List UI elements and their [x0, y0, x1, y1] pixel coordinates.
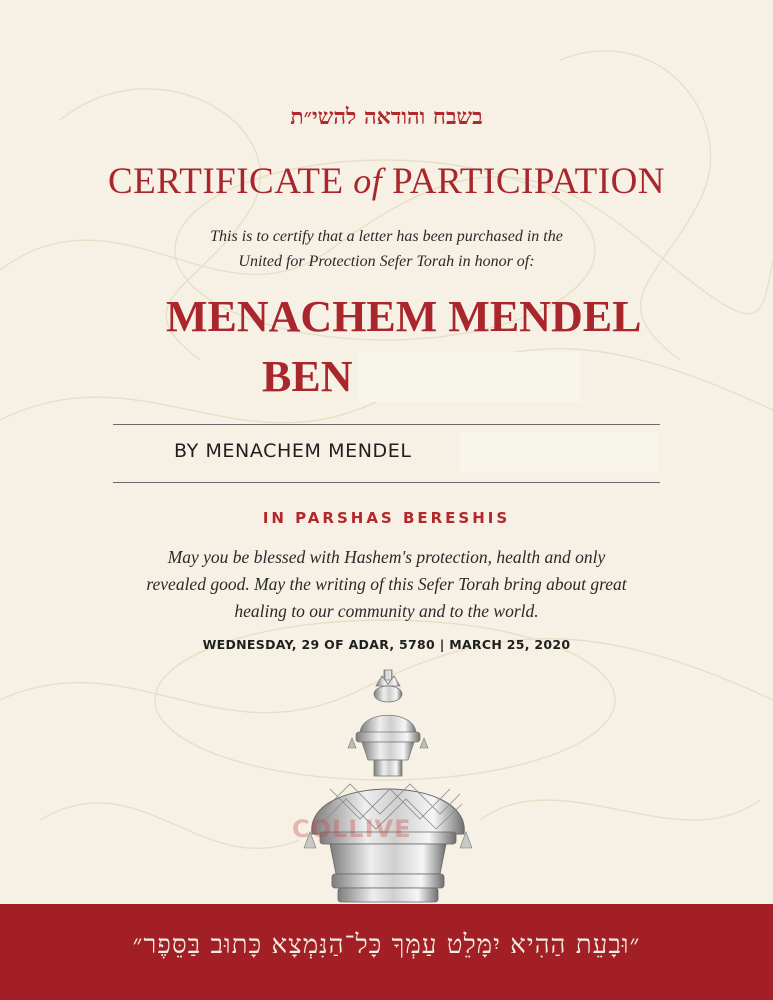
redacted-purchaser-area [460, 432, 658, 472]
redacted-name-area [358, 352, 580, 402]
blessing-line-2: revealed good. May the writing of this Sefer Torah bring about great [146, 574, 627, 594]
intro-line-1: This is to certify that a letter has been purchased in the [210, 228, 563, 245]
hebrew-header: בשבח והודאה להשי״ת [290, 104, 483, 130]
date-line: WEDNESDAY, 29 OF ADAR, 5780 | MARCH 25, 2020 [202, 637, 571, 652]
divider-top [113, 424, 660, 425]
purchaser-line: BY MENACHEM MENDEL [174, 440, 412, 462]
blessing-line-1: May you be blessed with Hashem's protection, health and only [167, 547, 606, 567]
parsha-heading: IN PARSHAS BERESHIS [262, 509, 511, 527]
honoree-name-line-2: BEN [262, 352, 353, 401]
honoree-name-line-1: MENACHEM MENDEL [166, 292, 642, 341]
title-part-of: of [353, 161, 383, 201]
intro-line-2: United for Protection Sefer Torah in honor of: [238, 253, 535, 270]
torah-crown-icon [290, 664, 486, 914]
divider-bottom [113, 482, 660, 483]
watermark: COLLIVE [292, 815, 412, 843]
title-part-certificate: CERTIFICATE [107, 161, 344, 202]
hebrew-verse: ״וּבָעֵת הַהִיא יִמָּלֵט עַמְּךָ כָּל־הַנִּמְצָא כָּתוּב בַּסֵּפֶר״ [132, 930, 641, 960]
blessing-text [0, 544, 773, 625]
title-part-participation: PARTICIPATION [392, 161, 666, 202]
certificate-title [0, 160, 773, 203]
blessing-line-3: healing to our community and to the world. [234, 601, 539, 621]
intro-text [0, 224, 773, 274]
